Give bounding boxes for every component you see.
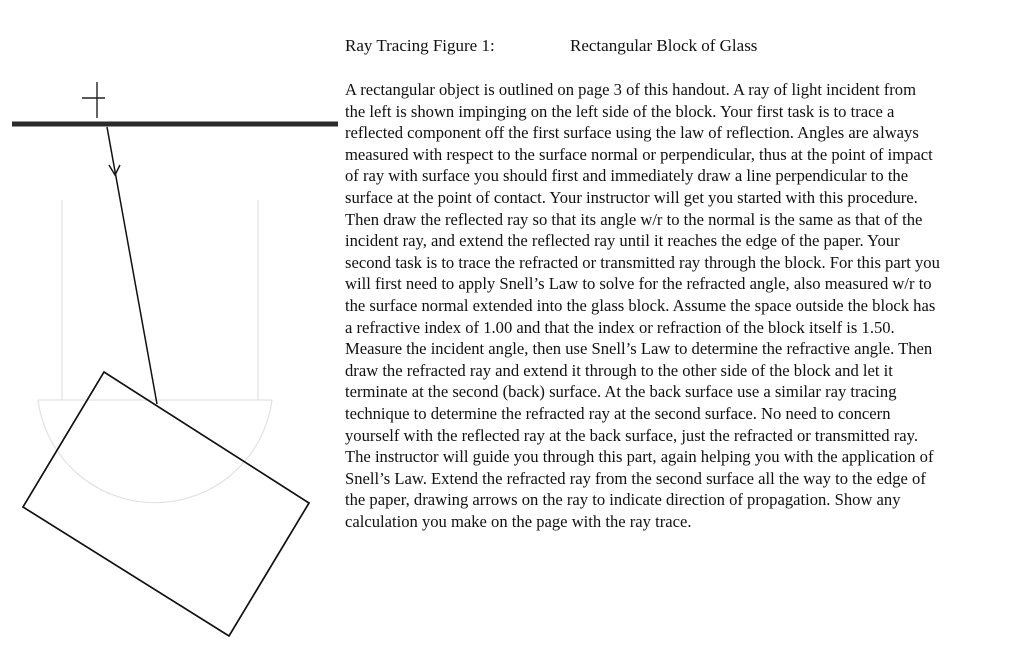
paragraph-line: A rectangular object is outlined on page 3 of this handout. A ray of light incident from: [345, 80, 916, 99]
paragraph-line: a refractive index of 1.00 and that the index or refraction of the block itself is 1.50.: [345, 317, 895, 337]
paragraph-line: measured with respect to the surface normal or perpendicular, thus at the point of impact: [345, 144, 933, 164]
paragraph-line: the paper, drawing arrows on the ray to indicate direction of propagation. Show any: [345, 490, 901, 510]
incident-ray: [107, 127, 157, 404]
paragraph-line: incident ray, and extend the reflected ray until it reaches the edge of the paper. Your: [345, 231, 900, 251]
paragraph-line: draw the refracted ray and extend it through to the other side of the block and let it: [345, 360, 893, 380]
glass-block-outline: [23, 372, 309, 636]
paragraph-line: The instructor will guide you through this part, again helping you with the application of: [345, 447, 934, 467]
paragraph-line: will first need to apply Snell’s Law to solve for the refracted angle, also measured w/r to: [345, 274, 932, 294]
paragraph-line: yourself with the reflected ray at the back surface, just the refracted or transmitted ray.: [345, 425, 918, 445]
paragraph-line: technique to determine the refracted ray at the second surface. No need to concern: [345, 403, 891, 423]
crosshair-mark: [82, 82, 105, 118]
paragraph-line: the surface normal extended into the glass block. Assume the space outside the block has: [345, 295, 936, 315]
paragraph-line: terminate at the second (back) surface. At the back surface use a similar ray tracing: [345, 382, 897, 402]
paragraph-line: reflected component off the first surface using the law of reflection. Angles are always: [345, 123, 919, 143]
paragraph-line: Measure the incident angle, then use Snell’s Law to determine the refractive angle. Then: [345, 339, 933, 359]
ray-tracing-figure: [0, 0, 340, 653]
paragraph-line: Then draw the reflected ray so that its angle w/r to the normal is the same as that of the: [345, 209, 923, 229]
figure-title-label: Ray Tracing Figure 1:: [345, 36, 495, 55]
paragraph-line: Snell’s Law. Extend the refracted ray from the second surface all the way to the edge of: [345, 468, 926, 488]
instructions-paragraph: [345, 79, 1017, 532]
paragraph-line: of ray with surface you should first and immediately draw a line perpendicular to the: [345, 166, 909, 186]
paragraph-line: second task is to trace the refracted or transmitted ray through the block. For this part you: [345, 252, 940, 272]
paragraph-line: surface at the point of contact. Your instructor will get you started with this procedure.: [345, 187, 918, 207]
figure-title-subject: Rectangular Block of Glass: [570, 36, 758, 55]
paragraph-line: the left is shown impinging on the left side of the block. Your first task is to trace a: [345, 101, 895, 121]
paragraph-line: calculation you make on the page with the ray trace.: [345, 511, 692, 531]
